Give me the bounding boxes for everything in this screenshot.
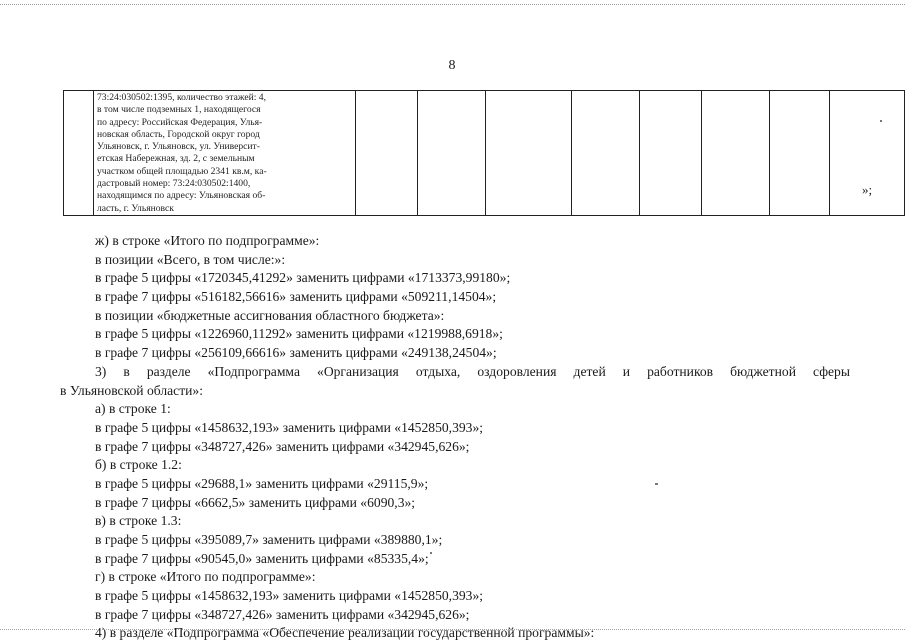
amendment-text [60, 232, 850, 643]
description-line: в том числе подземных 1, находящегося [97, 104, 261, 116]
table-cell [702, 91, 770, 216]
table-cell [418, 91, 486, 216]
text-line: 4) в разделе «Подпрограмма «Обеспечение реализации государственной программы»: [95, 625, 595, 641]
description-line: новская область, Городской округ город [97, 128, 260, 140]
text-line: г) в строке «Итого по подпрограмме»: [95, 569, 316, 585]
text-line: ж) в строке «Итого по подпрограмме»: [95, 233, 320, 248]
object-description [94, 91, 355, 215]
page-number: 8 [448, 58, 456, 73]
scan-edge-bottom [0, 629, 905, 630]
description-line: етская Набережная, зд. 2, с земельным [97, 153, 255, 165]
description-line: по адресу: Российская Федерация, Улья- [97, 116, 263, 128]
text-line: в) в строке 1.3: [95, 513, 182, 529]
table-cell [770, 91, 830, 216]
table-cell [356, 91, 418, 216]
description-line: ласть, г. Ульяновск [97, 202, 174, 214]
description-line: 73:24:030502:1395, количество этажей: 4, [97, 92, 266, 103]
text-line: в графе 7 цифры «90545,0» заменить цифрами «85335,4»; [95, 550, 429, 566]
text-line: в графе 7 цифры «256109,66616» заменить цифрами «249138,24504»; [95, 345, 497, 361]
text-line: в позиции «бюджетные ассигнования областного бюджета»: [95, 307, 445, 323]
text-line: 3) в разделе «Подпрограмма «Организация отдыха, оздоровления детей и работников бюджетной сферы [95, 363, 850, 379]
table-cell [640, 91, 702, 216]
text-line: в графе 7 цифры «516182,56616» заменить цифрами «509211,14504»; [95, 289, 497, 305]
description-line: находящимся по адресу: Ульяновская об- [97, 190, 266, 202]
scan-speck [880, 120, 882, 122]
description-line: дастровый номер: 73:24:030502:1400, [97, 178, 251, 190]
text-line: в графе 5 цифры «29688,1» заменить цифрами «29115,9»; [95, 475, 429, 491]
text-line: в графе 7 цифры «348727,426» заменить цифрами «342945,626»; [95, 606, 470, 622]
text-line: б) в строке 1.2: [95, 457, 182, 473]
table-row [64, 91, 905, 216]
text-line: в Ульяновской области»: [60, 382, 203, 398]
text-line: в графе 7 цифры «348727,426» заменить цифрами «342945,626»; [95, 438, 470, 454]
scan-speck [655, 483, 658, 485]
table-cell-description [94, 91, 356, 216]
description-line: Ульяновск, г. Ульяновск, ул. Университ- [97, 141, 260, 153]
text-line: в графе 5 цифры «1458632,193» заменить цифрами «1452850,393»; [95, 419, 484, 435]
text-line: а) в строке 1: [95, 401, 171, 417]
table-closing-quote: »; [862, 182, 873, 197]
text-line: в графе 5 цифры «395089,7» заменить цифрами «389880,1»; [95, 532, 443, 547]
text-line: в графе 5 цифры «1720345,41292» заменить цифрами «1713373,99180»; [95, 270, 511, 286]
table-cell [572, 91, 640, 216]
scan-speck [430, 552, 432, 554]
text-line: в графе 7 цифры «6662,5» заменить цифрами «6090,3»; [95, 494, 416, 510]
text-line: в графе 5 цифры «1458632,193» заменить цифрами «1452850,393»; [95, 588, 484, 604]
table-cell-number [64, 91, 94, 216]
table-cell [486, 91, 572, 216]
scan-edge-top [0, 4, 905, 5]
text-line: в графе 5 цифры «1226960,11292» заменить цифрами «1219988,6918»; [95, 326, 503, 342]
description-line: участком общей площадью 2341 кв.м, ка- [97, 165, 267, 177]
continuation-table [63, 90, 905, 216]
text-line: в позиции «Всего, в том числе:»: [95, 251, 286, 267]
